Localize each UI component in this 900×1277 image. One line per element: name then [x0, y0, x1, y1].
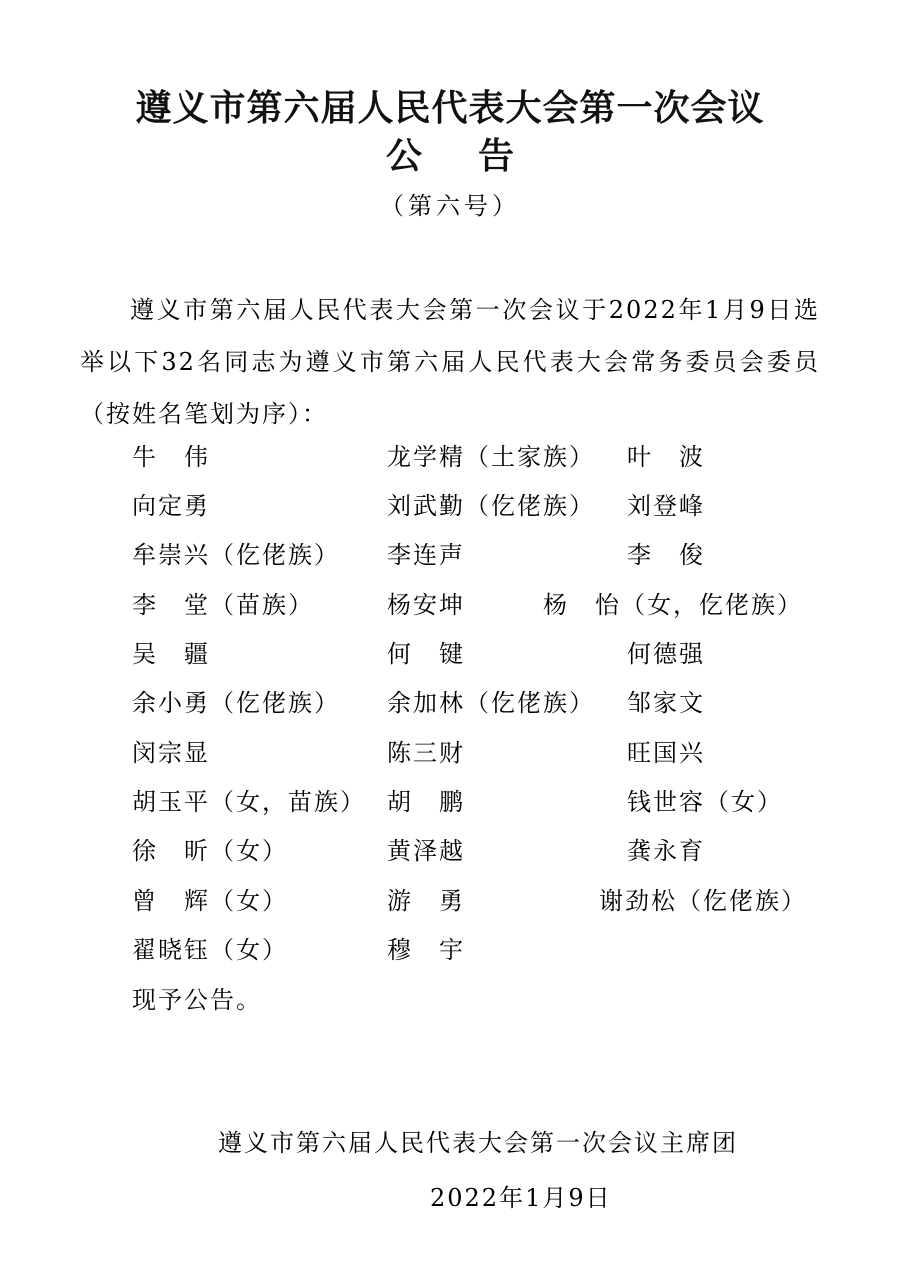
- member-name: 何 键: [387, 640, 465, 668]
- member-name: 余加林（仡佬族）: [387, 689, 595, 717]
- member-name: 穆 宇: [387, 936, 465, 964]
- member-name: 牛 伟: [132, 443, 210, 471]
- member-name: 何德强: [627, 640, 705, 668]
- member-name: 胡玉平（女，苗族）: [132, 788, 366, 816]
- document-number: （第六号）: [380, 192, 520, 220]
- member-name: 钱世容（女）: [627, 788, 783, 816]
- member-name: 黄泽越: [387, 837, 465, 865]
- member-name: 余小勇（仡佬族）: [132, 689, 340, 717]
- intro-paragraph: 遵义市第六届人民代表大会第一次会议于2022年1月9日选举以下32名同志为遵义市第六届人民代表大会常务委员会委员（按姓名笔划为序）：: [80, 296, 820, 428]
- closing-statement: 现予公告。: [132, 986, 262, 1014]
- document-subtitle: 公告: [385, 136, 570, 177]
- member-name: 杨 怡（女，仡佬族）: [543, 591, 803, 619]
- member-name: 徐 昕（女）: [132, 837, 288, 865]
- member-name: 李 俊: [627, 541, 705, 569]
- member-name: 龚永育: [627, 837, 705, 865]
- member-name: 游 勇: [387, 887, 465, 915]
- member-name: 向定勇: [132, 492, 210, 520]
- issue-date: 2022年1月9日: [430, 1184, 612, 1212]
- member-name: 叶 波: [627, 443, 705, 471]
- member-name: 李 堂（苗族）: [132, 591, 314, 619]
- member-name: 邹家文: [627, 689, 705, 717]
- member-name: 胡 鹏: [387, 788, 465, 816]
- member-name: 闵宗显: [132, 739, 210, 767]
- member-name: 曾 辉（女）: [132, 887, 288, 915]
- member-name: 谢劲松（仡佬族）: [599, 887, 807, 915]
- document-title: 遵义市第六届人民代表大会第一次会议: [135, 88, 765, 129]
- member-name: 旺国兴: [627, 739, 705, 767]
- issuer-signature: 遵义市第六届人民代表大会第一次会议主席团: [218, 1129, 738, 1157]
- member-name: 吴 疆: [132, 640, 210, 668]
- member-name: 杨安坤: [387, 591, 465, 619]
- member-name: 李连声: [387, 541, 465, 569]
- member-name: 牟崇兴（仡佬族）: [132, 541, 340, 569]
- member-name: 刘武勤（仡佬族）: [387, 492, 595, 520]
- member-name: 龙学精（土家族）: [387, 443, 595, 471]
- member-name: 刘登峰: [627, 492, 705, 520]
- member-name: 翟晓钰（女）: [132, 936, 288, 964]
- member-name: 陈三财: [387, 739, 465, 767]
